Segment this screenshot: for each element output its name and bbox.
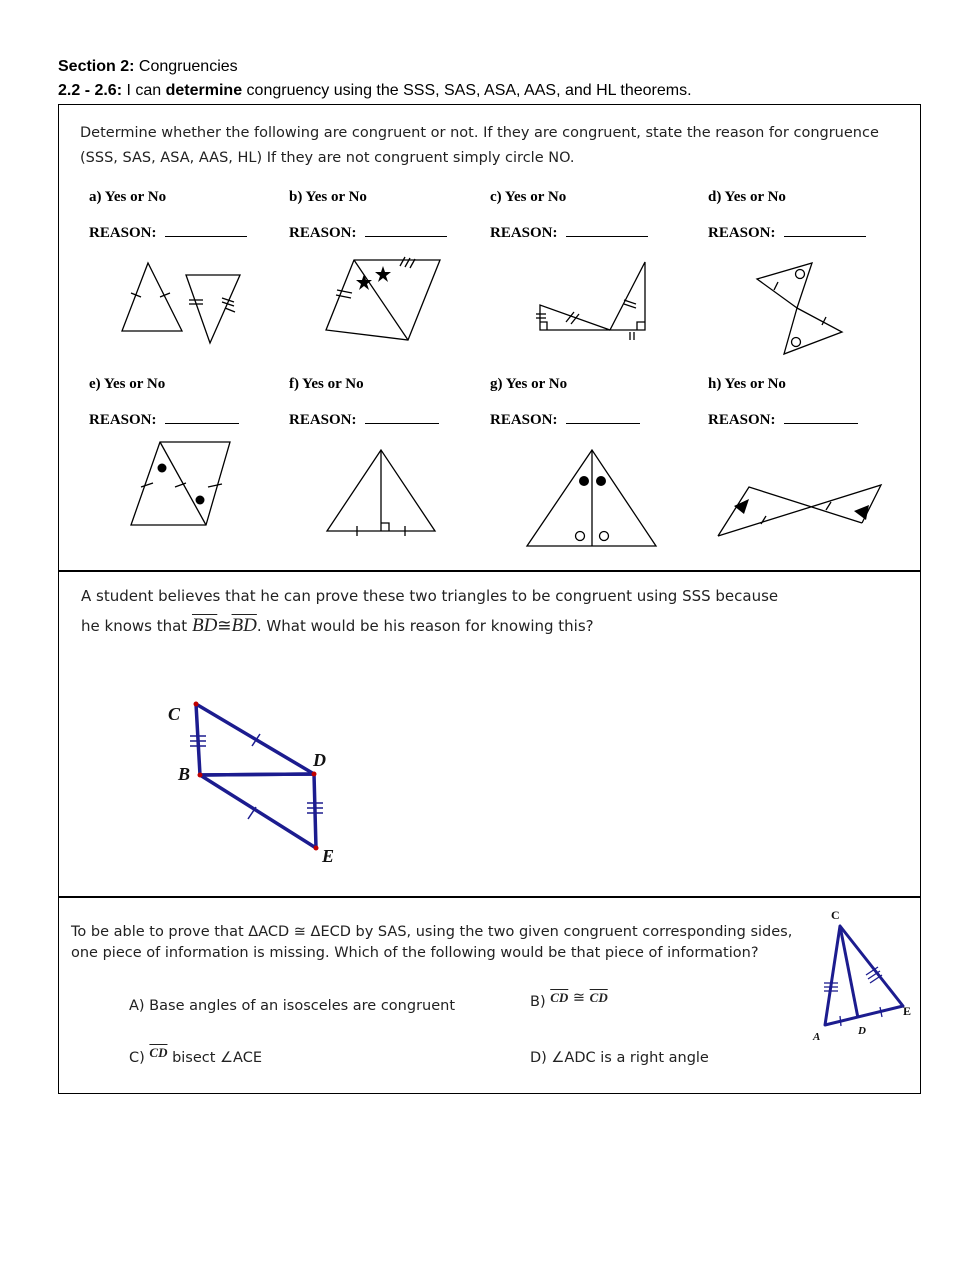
segment-bd: $\overline{BD}$ <box>191 615 218 636</box>
section-title: Congruencies <box>138 58 238 75</box>
target-code: 2.2 - 2.6: <box>58 82 123 99</box>
reason-label: REASON: <box>289 412 357 428</box>
reason-label: REASON: <box>289 225 357 241</box>
point-c-label: C <box>168 704 181 724</box>
item-h-label: h) Yes or No <box>708 376 786 392</box>
point-c-label: C <box>831 908 840 922</box>
option-a[interactable]: A) Base angles of an isosceles are congruent <box>129 998 456 1014</box>
item-e-label: e) Yes or No <box>89 376 166 392</box>
segment-bd: $\overline{BD}$ <box>231 615 257 636</box>
item-b-label: b) Yes or No <box>289 189 367 205</box>
question2-line-1: A student believes that he can prove these two triangles to be congruent using SSS because <box>81 587 779 605</box>
option-c-prefix: C) <box>129 1050 145 1066</box>
item-f-label: f) Yes or No <box>289 376 364 392</box>
instruction-line-2: (SSS, SAS, ASA, AAS, HL) If they are not congruent simply circle NO. <box>80 150 575 166</box>
reason-label: REASON: <box>490 412 558 428</box>
item-d-label: d) Yes or No <box>708 189 786 205</box>
option-b-prefix: B) <box>530 994 546 1010</box>
target-post: congruency using the SSS, SAS, ASA, AAS, and HL theorems. <box>246 82 692 99</box>
reason-label: REASON: <box>490 225 558 241</box>
item-a-label: a) Yes or No <box>89 189 167 205</box>
section-label: Section 2: <box>58 58 135 75</box>
option-d[interactable]: D) ∠ADC is a right angle <box>530 1050 709 1066</box>
option-b-cong: ≅ <box>572 990 586 1006</box>
point-e-label: E <box>903 1004 912 1018</box>
target-pre: I can <box>126 82 162 99</box>
congruent-symbol: ≅ <box>217 616 232 636</box>
question3-line-1: To be able to prove that ΔACD ≅ ΔECD by SAS, using the two given congruent corresponding sides, <box>71 924 793 940</box>
point-a-label: A <box>813 1031 821 1043</box>
segment-cd: $\overline{CD}$ <box>589 990 608 1005</box>
reason-label: REASON: <box>89 225 157 241</box>
line2-pre: he knows that <box>81 617 188 635</box>
target-bold: determine <box>165 82 243 99</box>
item-c-label: c) Yes or No <box>490 189 567 205</box>
item-g-label: g) Yes or No <box>490 376 568 392</box>
point-e-label: E <box>322 846 335 866</box>
option-c-text: bisect ∠ACE <box>172 1050 263 1066</box>
segment-cd: $\overline{CD}$ <box>550 990 569 1005</box>
line2-post: . What would be his reason for knowing this? <box>256 617 594 635</box>
question3-line-2: one piece of information is missing. Which of the following would be that piece of information? <box>71 945 759 961</box>
segment-cd: $\overline{CD}$ <box>149 1045 168 1060</box>
reason-label: REASON: <box>708 412 776 428</box>
instruction-line-1: Determine whether the following are congruent or not. If they are congruent, state the reason for congruence <box>80 125 879 141</box>
point-d-label: D <box>313 750 326 770</box>
point-b-label: B <box>178 764 191 784</box>
point-d-label: D <box>858 1025 866 1037</box>
reason-label: REASON: <box>89 412 157 428</box>
reason-label: REASON: <box>708 225 776 241</box>
